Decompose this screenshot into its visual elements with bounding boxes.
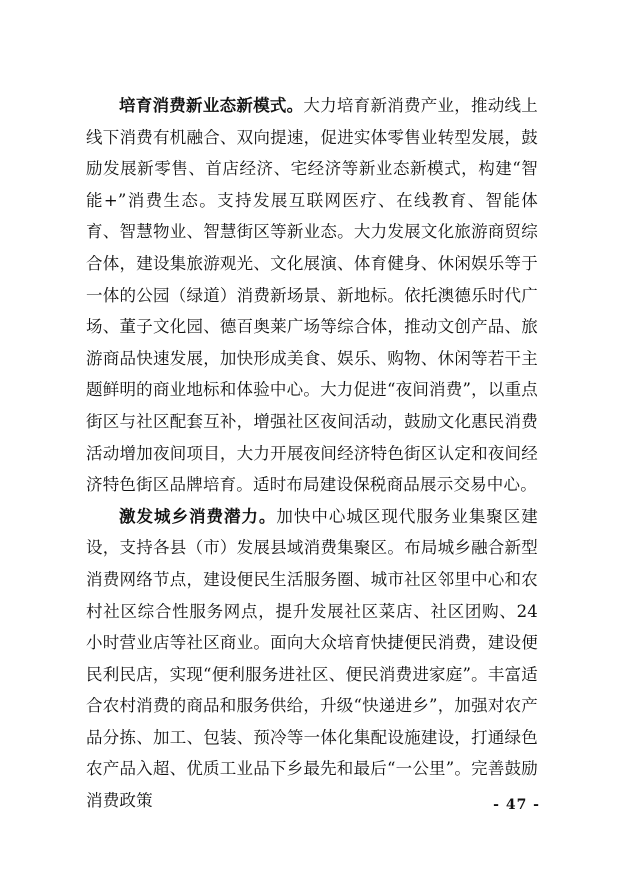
paragraph-text: 加快中心城区现代服务业集聚区建设，支持各县（市）发展县域消费集聚区。布局城乡融合新型消费网络节点，建设便民生活服务圈、城市社区邻里中心和农村社区综合性服务网点，提升发展社区菜店、社区团购、24小时营业店等社区商业。面向大众培育快捷便民消费，建设便民利民店，实现“便利服务进社区、便民消费进家庭”。丰富适合农村消费的商品和服务供给，升级“快递进乡”，加强对农产品分拣、加工、包装、预冷等一体化集配设施建设，打通绿色农产品入超、优质工业品下乡最先和最后“一公里”。完善鼓励消费政策 [86,506,538,811]
paragraph-text: 大力培育新消费产业，推动线上线下消费有机融合、双向提速，促进实体零售业转型发展，鼓励发展新零售、首店经济、宅经济等新业态新模式，构建“智能+”消费生态。支持发展互联网医疗、在线教育、智能体育、智慧物业、智慧街区等新业态。大力发展文化旅游商贸综合体，建设集旅游观光、文化展演、体育健身、休闲娱乐等于一体的公园（绿道）消费新场景、新地标。依托澳德乐时代广场、董子文化园、德百奥莱广场等综合体，推动文创产品、旅游商品快速发展，加快形成美食、娱乐、购物、休闲等若干主题鲜明的商业地标和体验中心。大力促进“夜间消费”，以重点街区与社区配套互补，增强社区夜间活动，鼓励文化惠民消费活动增加夜间项目，大力开展夜间经济特色街区认定和夜间经济特色街区品牌培育。适时布局建设保税商品展示交易中心。 [86,96,538,495]
paragraph-new-consumption-formats [86,90,538,501]
paragraph-urban-rural-consumption [86,501,538,817]
paragraph-lead: 激发城乡消费潜力。 [119,506,277,526]
page-number: - 47 - [493,797,540,813]
paragraph-lead: 培育消费新业态新模式。 [119,96,304,115]
document-body [86,90,538,817]
